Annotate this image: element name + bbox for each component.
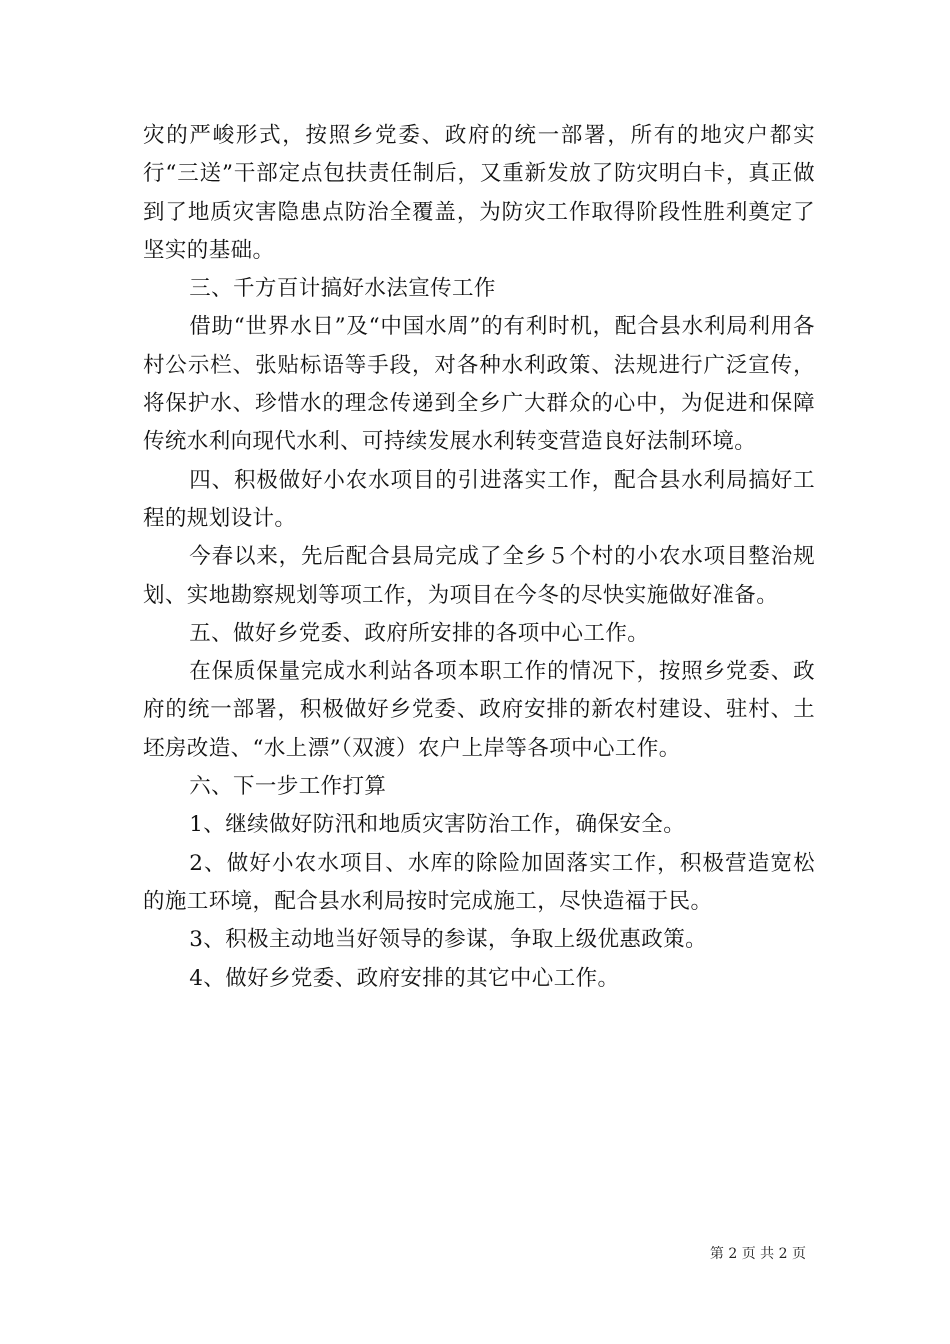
section-heading-4: 四、积极做好小农水项目的引进落实工作，配合县水利局搞好工程的规划设计。	[143, 467, 815, 531]
list-item: 2、做好小农水项目、水库的除险加固落实工作，积极营造宽松的施工环境，配合县水利局按时完成施工，尽快造福于民。	[143, 850, 815, 914]
paragraph: 在保质保量完成水利站各项本职工作的情况下，按照乡党委、政府的统一部署，积极做好乡党委、政府安排的新农村建设、驻村、土坯房改造、“水上漂”（双渡）农户上岸等各项中心工作。	[143, 659, 815, 761]
list-item: 4、做好乡党委、政府安排的其它中心工作。	[189, 965, 620, 991]
list-item: 3、积极主动地当好领导的参谋，争取上级优惠政策。	[189, 927, 707, 953]
list-item: 1、继续做好防汛和地质灾害防治工作，确保安全。	[189, 812, 686, 838]
section-heading-5: 五、做好乡党委、政府所安排的各项中心工作。	[189, 620, 650, 646]
paragraph: 借助“世界水日”及“中国水周”的有利时机，配合县水利局利用各村公示栏、张贴标语等手段，对各种水利政策、法规进行广泛宣传，将保护水、珍惜水的理念传递到全乡广大群众的心中，为促进和保障传统水利向现代水利、可持续发展水利转变营造良好法制环境。	[143, 314, 815, 455]
section-heading-6: 六、下一步工作打算	[189, 774, 387, 800]
paragraph-continuation: 灾的严峻形式，按照乡党委、政府的统一部署，所有的地灾户都实行“三送”干部定点包扶责任制后，又重新发放了防灾明白卡，真正做到了地质灾害隐患点防治全覆盖，为防灾工作取得阶段性胜利奠定了坚实的基础。	[143, 123, 815, 263]
section-heading-3: 三、千方百计搞好水法宣传工作	[189, 276, 496, 302]
document-body	[143, 117, 815, 998]
page-number: 第 2 页 共 2 页	[709, 1246, 806, 1262]
paragraph: 今春以来，先后配合县局完成了全乡５个村的小农水项目整治规划、实地勘察规划等项工作，为项目在今冬的尽快实施做好准备。	[143, 544, 815, 608]
